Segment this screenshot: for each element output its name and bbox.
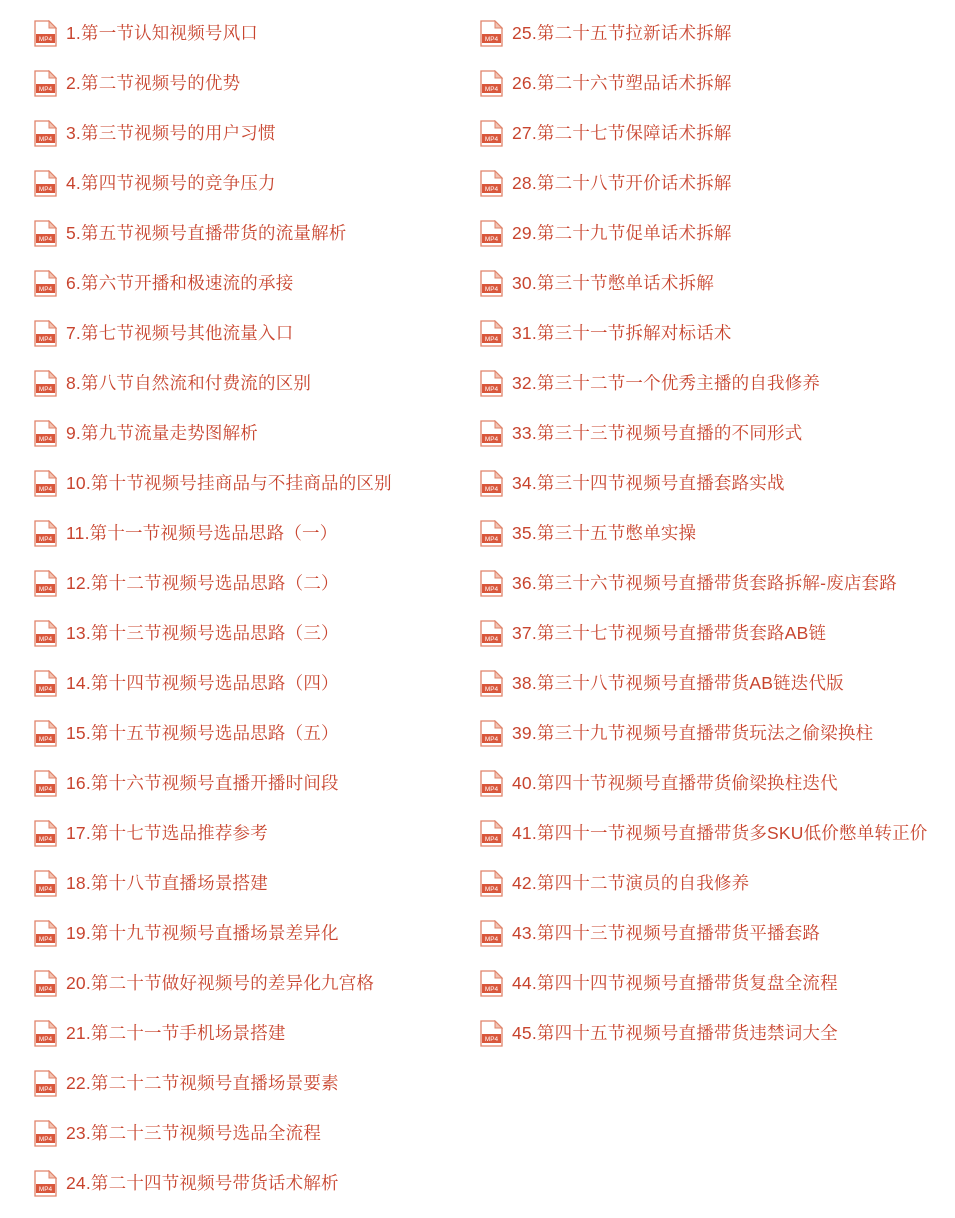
list-item[interactable]: [34, 1058, 470, 1108]
list-item[interactable]: [34, 108, 470, 158]
svg-text:MP4: MP4: [484, 735, 499, 743]
file-name: 4.第四节视频号的竞争压力: [66, 173, 276, 193]
svg-text:MP4: MP4: [484, 435, 499, 443]
mp4-file-icon: [34, 70, 57, 97]
file-name: 40.第四十节视频号直播带货偷梁换柱迭代: [512, 773, 838, 793]
svg-text:MP4: MP4: [484, 335, 499, 343]
mp4-file-icon: [34, 970, 57, 997]
svg-text:MP4: MP4: [38, 535, 53, 543]
list-item[interactable]: [34, 408, 470, 458]
file-name: 5.第五节视频号直播带货的流量解析: [66, 223, 347, 243]
svg-text:MP4: MP4: [484, 85, 499, 93]
file-name: 37.第三十七节视频号直播带货套路AB链: [512, 623, 827, 643]
svg-text:MP4: MP4: [38, 485, 53, 493]
svg-text:MP4: MP4: [484, 635, 499, 643]
list-item[interactable]: [480, 708, 955, 758]
file-name: 33.第三十三节视频号直播的不同形式: [512, 423, 803, 443]
mp4-file-icon: [480, 570, 503, 597]
mp4-file-icon: [480, 1020, 503, 1047]
mp4-file-icon: [34, 520, 57, 547]
list-item[interactable]: [34, 908, 470, 958]
svg-text:MP4: MP4: [484, 185, 499, 193]
file-name: 1.第一节认知视频号风口: [66, 23, 258, 43]
mp4-file-icon: [480, 820, 503, 847]
list-item[interactable]: [480, 758, 955, 808]
svg-text:MP4: MP4: [38, 35, 53, 43]
file-name: 38.第三十八节视频号直播带货AB链迭代版: [512, 673, 844, 693]
mp4-file-icon: [480, 120, 503, 147]
mp4-file-icon: [34, 320, 57, 347]
mp4-file-icon: [480, 970, 503, 997]
file-name: 32.第三十二节一个优秀主播的自我修养: [512, 373, 821, 393]
svg-text:MP4: MP4: [484, 385, 499, 393]
file-name: 23.第二十三节视频号选品全流程: [66, 1123, 322, 1143]
svg-text:MP4: MP4: [38, 335, 53, 343]
svg-text:MP4: MP4: [484, 935, 499, 943]
list-item[interactable]: [34, 858, 470, 908]
mp4-file-icon: [480, 220, 503, 247]
svg-text:MP4: MP4: [484, 535, 499, 543]
svg-text:MP4: MP4: [484, 885, 499, 893]
file-name: 42.第四十二节演员的自我修养: [512, 873, 750, 893]
svg-text:MP4: MP4: [38, 635, 53, 643]
file-name: 7.第七节视频号其他流量入口: [66, 323, 294, 343]
svg-text:MP4: MP4: [484, 1035, 499, 1043]
mp4-file-icon: [34, 1170, 57, 1197]
mp4-file-icon: [34, 370, 57, 397]
list-item[interactable]: [480, 358, 955, 408]
svg-text:MP4: MP4: [38, 935, 53, 943]
mp4-file-icon: [480, 20, 503, 47]
list-item[interactable]: [34, 1158, 470, 1208]
file-name: 36.第三十六节视频号直播带货套路拆解-废店套路: [512, 573, 897, 593]
file-name: 9.第九节流量走势图解析: [66, 423, 258, 443]
file-name: 16.第十六节视频号直播开播时间段: [66, 773, 339, 793]
svg-text:MP4: MP4: [38, 1135, 53, 1143]
mp4-file-icon: [34, 20, 57, 47]
file-name: 12.第十二节视频号选品思路（二）: [66, 573, 339, 593]
list-item[interactable]: [34, 608, 470, 658]
mp4-file-icon: [34, 770, 57, 797]
list-item[interactable]: [480, 958, 955, 1008]
list-item[interactable]: [34, 158, 470, 208]
file-name: 8.第八节自然流和付费流的区别: [66, 373, 312, 393]
mp4-file-icon: [480, 470, 503, 497]
mp4-file-icon: [480, 520, 503, 547]
svg-text:MP4: MP4: [38, 435, 53, 443]
mp4-file-icon: [34, 470, 57, 497]
file-name: 17.第十七节选品推荐参考: [66, 823, 268, 843]
list-item[interactable]: [34, 1008, 470, 1058]
list-item[interactable]: [34, 258, 470, 308]
file-name: 45.第四十五节视频号直播带货违禁词大全: [512, 1023, 838, 1043]
list-item[interactable]: [34, 8, 470, 58]
mp4-file-icon: [480, 770, 503, 797]
file-name: 26.第二十六节塑品话术拆解: [512, 73, 732, 93]
file-name: 15.第十五节视频号选品思路（五）: [66, 723, 339, 743]
file-name: 19.第十九节视频号直播场景差异化: [66, 923, 339, 943]
list-item[interactable]: [480, 408, 955, 458]
file-name: 29.第二十九节促单话术拆解: [512, 223, 732, 243]
svg-text:MP4: MP4: [38, 1035, 53, 1043]
svg-text:MP4: MP4: [484, 235, 499, 243]
list-item[interactable]: [480, 658, 955, 708]
list-item[interactable]: [480, 108, 955, 158]
svg-text:MP4: MP4: [38, 885, 53, 893]
list-item[interactable]: [480, 908, 955, 958]
mp4-file-icon: [34, 120, 57, 147]
svg-text:MP4: MP4: [38, 835, 53, 843]
list-item[interactable]: [34, 458, 470, 508]
mp4-file-icon: [480, 620, 503, 647]
list-item[interactable]: [34, 758, 470, 808]
file-name: 39.第三十九节视频号直播带货玩法之偷梁换柱: [512, 723, 874, 743]
mp4-file-icon: [34, 920, 57, 947]
list-item[interactable]: [480, 258, 955, 308]
list-item[interactable]: [480, 58, 955, 108]
svg-text:MP4: MP4: [38, 785, 53, 793]
file-name: 27.第二十七节保障话术拆解: [512, 123, 732, 143]
file-name: 34.第三十四节视频号直播套路实战: [512, 473, 785, 493]
list-item[interactable]: [480, 1008, 955, 1058]
list-item[interactable]: [34, 808, 470, 858]
mp4-file-icon: [34, 170, 57, 197]
file-name: 28.第二十八节开价话术拆解: [512, 173, 732, 193]
mp4-file-icon: [34, 420, 57, 447]
list-item[interactable]: [34, 208, 470, 258]
mp4-file-icon: [480, 670, 503, 697]
file-name: 2.第二节视频号的优势: [66, 73, 241, 93]
file-name: 31.第三十一节拆解对标话术: [512, 323, 732, 343]
file-name: 30.第三十节憋单话术拆解: [512, 273, 714, 293]
svg-text:MP4: MP4: [484, 985, 499, 993]
list-item[interactable]: [34, 1108, 470, 1158]
mp4-file-icon: [480, 870, 503, 897]
list-item[interactable]: [480, 308, 955, 358]
list-item[interactable]: [34, 308, 470, 358]
file-listing-columns: [0, 8, 955, 1208]
list-item[interactable]: [480, 158, 955, 208]
svg-text:MP4: MP4: [484, 485, 499, 493]
list-item[interactable]: [34, 358, 470, 408]
svg-text:MP4: MP4: [484, 685, 499, 693]
svg-text:MP4: MP4: [484, 135, 499, 143]
svg-text:MP4: MP4: [38, 1085, 53, 1093]
list-item[interactable]: [34, 508, 470, 558]
list-item[interactable]: [34, 58, 470, 108]
svg-text:MP4: MP4: [38, 685, 53, 693]
list-item[interactable]: [480, 8, 955, 58]
file-name: 44.第四十四节视频号直播带货复盘全流程: [512, 973, 838, 993]
svg-text:MP4: MP4: [38, 235, 53, 243]
list-item[interactable]: [480, 208, 955, 258]
file-name: 10.第十节视频号挂商品与不挂商品的区别: [66, 473, 392, 493]
mp4-file-icon: [34, 1070, 57, 1097]
svg-text:MP4: MP4: [38, 735, 53, 743]
file-name: 22.第二十二节视频号直播场景要素: [66, 1073, 339, 1093]
mp4-file-icon: [480, 270, 503, 297]
svg-text:MP4: MP4: [484, 785, 499, 793]
mp4-file-icon: [480, 170, 503, 197]
file-name: 25.第二十五节拉新话术拆解: [512, 23, 732, 43]
file-name: 13.第十三节视频号选品思路（三）: [66, 623, 339, 643]
file-listing-column-left: [0, 8, 470, 1208]
mp4-file-icon: [480, 320, 503, 347]
mp4-file-icon: [480, 70, 503, 97]
mp4-file-icon: [34, 720, 57, 747]
list-item[interactable]: [34, 658, 470, 708]
mp4-file-icon: [34, 1120, 57, 1147]
list-item[interactable]: [34, 958, 470, 1008]
file-name: 24.第二十四节视频号带货话术解析: [66, 1173, 339, 1193]
svg-text:MP4: MP4: [38, 585, 53, 593]
svg-text:MP4: MP4: [484, 585, 499, 593]
list-item[interactable]: [34, 708, 470, 758]
file-name: 20.第二十节做好视频号的差异化九宫格: [66, 973, 375, 993]
file-name: 6.第六节开播和极速流的承接: [66, 273, 294, 293]
svg-text:MP4: MP4: [38, 135, 53, 143]
mp4-file-icon: [34, 870, 57, 897]
list-item[interactable]: [480, 458, 955, 508]
list-item[interactable]: [480, 808, 955, 858]
mp4-file-icon: [34, 820, 57, 847]
svg-text:MP4: MP4: [38, 185, 53, 193]
mp4-file-icon: [34, 670, 57, 697]
mp4-file-icon: [480, 720, 503, 747]
svg-text:MP4: MP4: [38, 985, 53, 993]
svg-text:MP4: MP4: [38, 1185, 53, 1193]
file-listing-column-right: [470, 8, 955, 1058]
svg-text:MP4: MP4: [38, 285, 53, 293]
mp4-file-icon: [34, 620, 57, 647]
mp4-file-icon: [480, 370, 503, 397]
svg-text:MP4: MP4: [484, 285, 499, 293]
list-item[interactable]: [480, 508, 955, 558]
mp4-file-icon: [480, 920, 503, 947]
file-name: 11.第十一节视频号选品思路（一）: [66, 523, 338, 543]
mp4-file-icon: [34, 220, 57, 247]
svg-text:MP4: MP4: [38, 385, 53, 393]
mp4-file-icon: [34, 1020, 57, 1047]
list-item[interactable]: [34, 558, 470, 608]
list-item[interactable]: [480, 558, 955, 608]
svg-text:MP4: MP4: [484, 835, 499, 843]
list-item[interactable]: [480, 858, 955, 908]
file-name: 3.第三节视频号的用户习惯: [66, 123, 276, 143]
file-name: 41.第四十一节视频号直播带货多SKU低价憋单转正价: [512, 823, 928, 843]
mp4-file-icon: [34, 270, 57, 297]
list-item[interactable]: [480, 608, 955, 658]
mp4-file-icon: [34, 570, 57, 597]
file-name: 43.第四十三节视频号直播带货平播套路: [512, 923, 821, 943]
file-name: 35.第三十五节憋单实操: [512, 523, 697, 543]
mp4-file-icon: [480, 420, 503, 447]
file-name: 18.第十八节直播场景搭建: [66, 873, 268, 893]
svg-text:MP4: MP4: [484, 35, 499, 43]
svg-text:MP4: MP4: [38, 85, 53, 93]
file-name: 14.第十四节视频号选品思路（四）: [66, 673, 339, 693]
file-name: 21.第二十一节手机场景搭建: [66, 1023, 286, 1043]
